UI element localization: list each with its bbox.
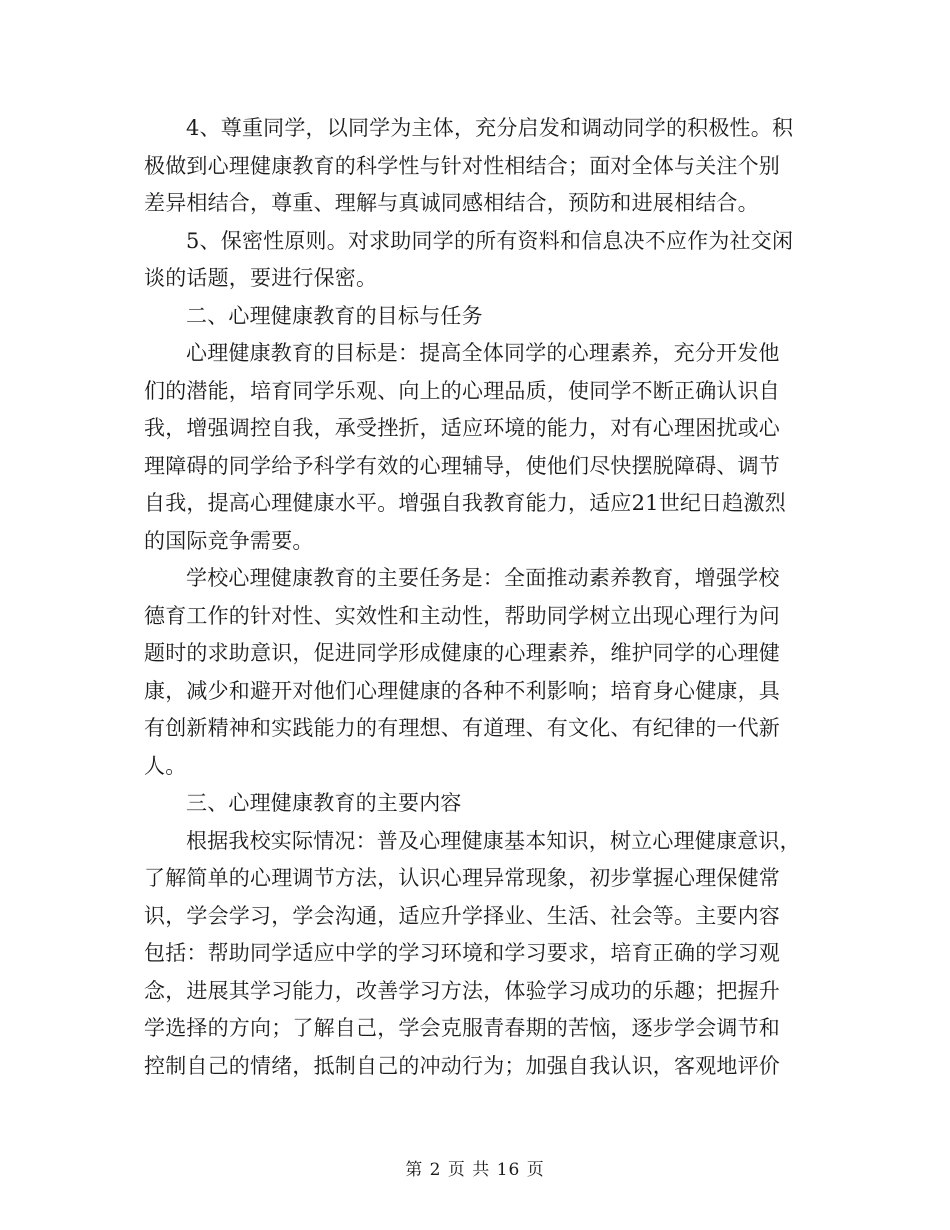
- text-line: 自我，提高心理健康水平。增强自我教育能力，适应21世纪日趋激烈: [144, 491, 786, 515]
- text-line: 念，进展其学习能力，改善学习方法，体验学习成功的乐趣；把握升: [144, 978, 780, 1003]
- text-line: 德育工作的针对性、实效性和主动性，帮助同学树立出现心理行为问: [144, 603, 780, 628]
- text-line: 控制自己的情绪，抵制自己的冲动行为；加强自我认识，客观地评价: [144, 1053, 780, 1078]
- text-line: 学选择的方向；了解自己，学会克服青春期的苦恼，逐步学会调节和: [144, 1016, 780, 1040]
- page-footer: 第 2 页 共 16 页: [405, 1160, 545, 1180]
- text-line: 我，增强调控自我，承受挫折，适应环境的能力，对有心理困扰或心: [144, 416, 780, 440]
- text-line: 根据我校实际情况：普及心理健康基本知识，树立心理健康意识，: [186, 828, 801, 853]
- text-line: 题时的求助意识，促进同学形成健康的心理素养，维护同学的心理健: [144, 641, 780, 665]
- text-line: 差异相结合，尊重、理解与真诚同感相结合，预防和进展相结合。: [144, 191, 759, 215]
- text-line: 的国际竞争需要。: [144, 528, 314, 553]
- text-line: 识，学会学习，学会沟通，适应升学择业、生活、社会等。主要内容: [144, 903, 780, 928]
- text-line: 康，减少和避开对他们心理健康的各种不利影响；培育身心健康，具: [144, 678, 780, 703]
- text-line: 4、尊重同学，以同学为主体，充分启发和调动同学的积极性。积: [186, 116, 794, 140]
- text-line: 们的潜能，培育同学乐观、向上的心理品质，使同学不断正确认识自: [144, 378, 780, 403]
- document-body: [144, 110, 810, 1085]
- text-line: 学校心理健康教育的主要任务是：全面推动素养教育，增强学校: [186, 566, 780, 590]
- text-line: 二、心理健康教育的目标与任务: [186, 303, 483, 328]
- text-line: 理障碍的同学给予科学有效的心理辅导，使他们尽快摆脱障碍、调节: [144, 453, 780, 478]
- text-line: 心理健康教育的目标是：提高全体同学的心理素养，充分开发他: [186, 341, 780, 365]
- text-line: 有创新精神和实践能力的有理想、有道理、有文化、有纪律的一代新: [144, 716, 780, 740]
- text-line: 5、保密性原则。对求助同学的所有资料和信息决不应作为社交闲: [186, 228, 794, 253]
- text-line: 谈的话题，要进行保密。: [144, 266, 378, 290]
- text-line: 了解简单的心理调节方法，认识心理异常现象，初步掌握心理保健常: [144, 866, 780, 890]
- text-line: 人。: [144, 753, 187, 778]
- text-line: 三、心理健康教育的主要内容: [186, 791, 462, 815]
- text-line: 极做到心理健康教育的科学性与针对性相结合；面对全体与关注个别: [144, 153, 780, 178]
- text-line: 包括：帮助同学适应中学的学习环境和学习要求，培育正确的学习观: [144, 941, 780, 965]
